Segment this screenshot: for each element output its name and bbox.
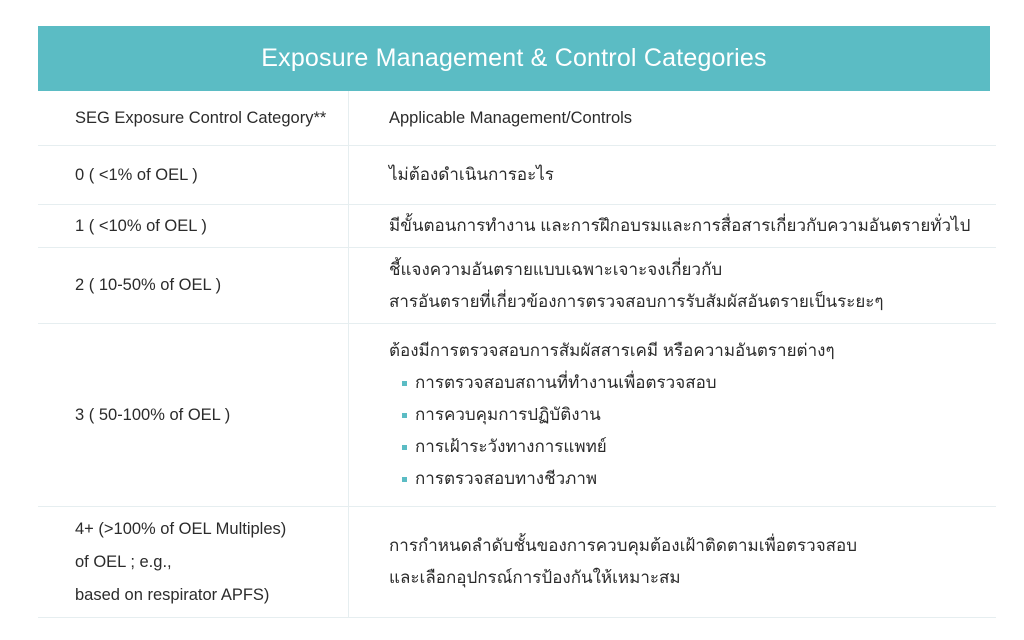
controls-text: ไม่ต้องดำเนินการอะไร [389,165,554,184]
controls-cell [349,324,996,506]
controls-cell [349,205,996,247]
bullet-square-icon [402,477,407,482]
category-label: based on respirator APFS) [75,585,270,604]
bullet-text: การควบคุมการปฏิบัติงาน [415,405,601,424]
column-header-controls: Applicable Management/Controls [389,109,633,127]
controls-cell [349,146,996,204]
category-cell [38,248,349,323]
controls-text: สารอันตรายที่เกี่ยวข้องการตรวจสอบการรับสัมผัสอันตรายเป็นระยะๆ [389,291,884,311]
table-title: Exposure Management & Control Categories [261,44,767,72]
bullet-square-icon [402,445,407,450]
controls-text: การกำหนดลำดับชั้นของการควบคุมต้องเฝ้าติดตามเพื่อตรวจสอบ [389,536,858,555]
control-categories-table [38,91,996,618]
category-cell [38,507,349,617]
controls-cell [349,507,996,617]
category-cell [38,324,349,506]
category-label: 2 ( 10-50% of OEL ) [75,276,222,294]
list-item [389,367,996,399]
category-label: 1 ( <10% of OEL ) [75,216,207,235]
bullet-text: การตรวจสอบทางชีวภาพ [415,469,598,488]
category-label: 4+ (>100% of OEL Multiples) [75,519,287,538]
controls-text: ต้องมีการตรวจสอบการสัมผัสสารเคมี หรือความอันตรายต่างๆ [389,341,835,360]
controls-text: มีขั้นตอนการทำงาน และการฝึกอบรมและการสื่อสารเกี่ยวกับความอันตรายทั่วไป [389,216,971,235]
table-row [38,507,996,618]
list-item [389,399,996,431]
category-cell [38,146,349,204]
category-cell [38,205,349,247]
bullet-text: การตรวจสอบสถานที่ทำงานเพื่อตรวจสอบ [415,373,717,392]
bullet-square-icon [402,381,407,386]
table-row [38,324,996,507]
category-label: 3 ( 50-100% of OEL ) [75,405,231,424]
table-row [38,248,996,324]
category-label: 0 ( <1% of OEL ) [75,165,198,184]
controls-cell [349,248,996,323]
controls-text: ชี้แจงความอันตรายแบบเฉพาะเจาะจงเกี่ยวกับ [389,259,723,279]
bullet-square-icon [402,413,407,418]
table-title-bar [38,26,990,91]
list-item [389,463,996,495]
table-header-row [38,91,996,146]
table-row [38,146,996,205]
list-item [389,431,996,463]
column-header-category: SEG Exposure Control Category** [38,91,349,145]
controls-text: และเลือกอุปกรณ์การป้องกันให้เหมาะสม [389,568,681,587]
controls-bullet-list [389,367,996,495]
table-row [38,205,996,248]
bullet-text: การเฝ้าระวังทางการแพทย์ [415,437,607,456]
category-label: of OEL ; e.g., [75,552,172,571]
